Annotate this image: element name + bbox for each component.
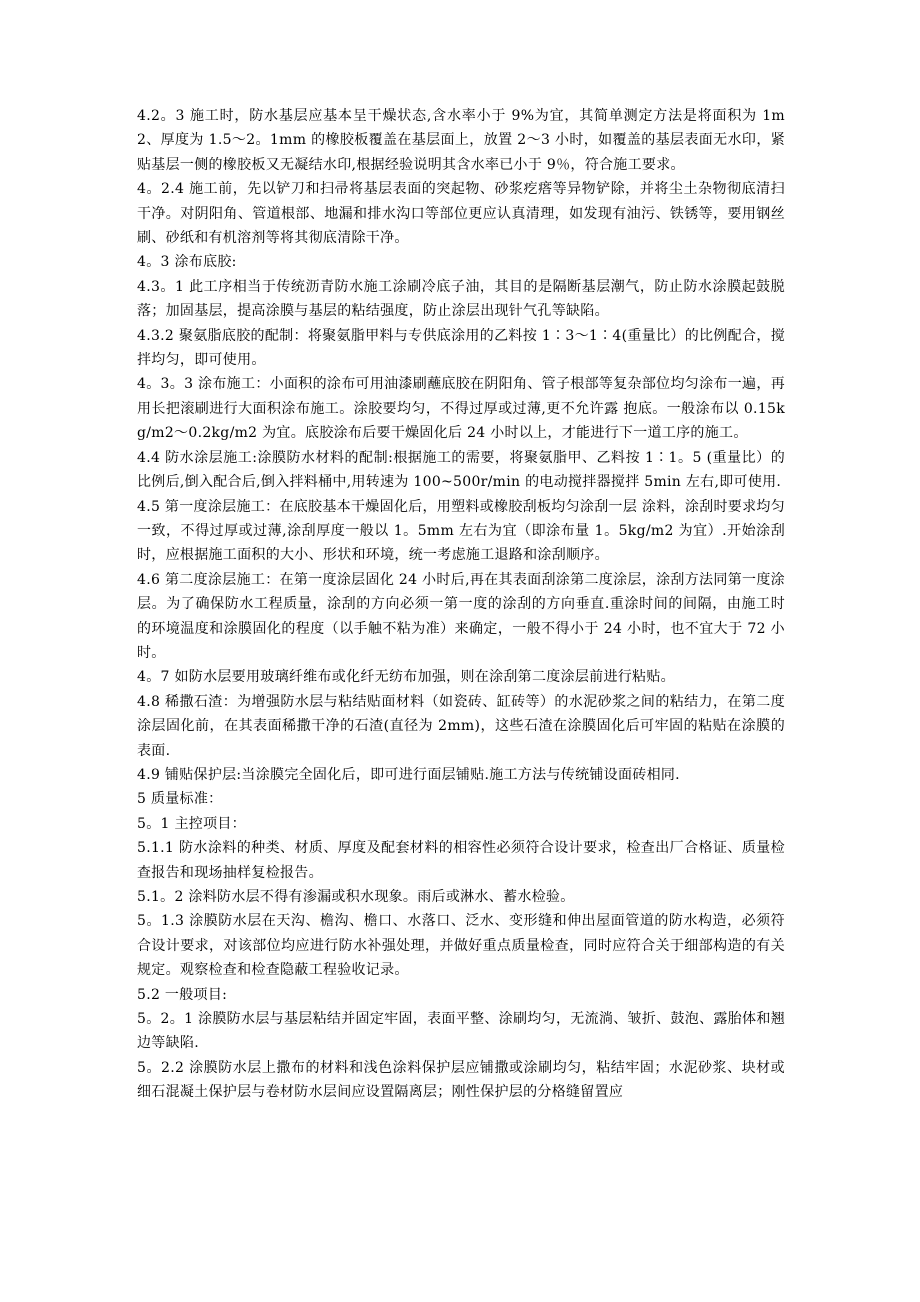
heading-5-2: 5.2 一般项目: [137,986,228,1003]
paragraph-4-3-1: 4.3。1 此工序相当于传统沥青防水施工涂刷冷底子油，其目的是隔断基层潮气，防止防水涂膜起鼓脱落；加固基层，提高涂膜与基层的粘结强度，防止涂层出现针气孔等缺陷。 [137,278,785,320]
paragraph-4-9: 4.9 铺贴保护层:当涂膜完全固化后，即可进行面层铺贴.施工方法与传统铺设面砖相同. [137,766,680,783]
heading-5: 5 质量标准： [137,791,223,808]
paragraph-5-1-1: 5.1.1 防水涂料的种类、材质、厚度及配套材料的相容性必须符合设计要求，检查出厂合格证、质量检查报告和现场抽样复检报告。 [137,840,785,881]
paragraph-4-6: 4.6 第二度涂层施工：在第一度涂层固化 24 小时后,再在其表面刮涂第二度涂层，涂刮方法同第一度涂层。为了确保防水工程质量，涂刮的方向必须一第一度的涂刮的方向垂直.重涂时间的间隔，由施工时的环境温度和涂膜固化的程度（以手触不粘为准）来确定，一般不得小于 24 小时，也不宜大于 72 小时。 [137,571,785,661]
paragraph-4-8: 4.8 稀撒石渣：为增强防水层与粘结贴面材料（如瓷砖、缸砖等）的水泥砂浆之间的粘结力，在第二度涂层固化前，在其表面稀撒干净的石渣(直径为 2mm)，这些石渣在涂膜固化后可牢固的粘贴在涂膜的表面. [137,693,785,759]
paragraph-4-3-2: 4.3.2 聚氨脂底胶的配制：将聚氨脂甲料与专供底涂用的乙料按 1∶3～1∶4(重量比）的比例配合，搅拌均匀，即可使用。 [137,327,785,369]
heading-5-1: 5。1 主控项目： [137,815,246,832]
paragraph-4-2-4: 4。2.4 施工前，先以铲刀和扫帚将基层表面的突起物、砂浆疙瘩等异物铲除，并将尘土杂物彻底清扫干净。对阴阳角、管道根部、地漏和排水沟口等部位更应认真清理，如发现有油污、铁锈等，要用钢丝刷、砂纸和有机溶剂等将其彻底清除干净。 [137,181,785,247]
paragraph-5-1-2: 5.1。2 涂料防水层不得有渗漏或积水现象。雨后或淋水、蓄水检验。 [137,889,575,905]
document-body [137,104,785,1105]
paragraph-5-2-1: 5。2。1 涂膜防水层与基层粘结并固定牢固，表面平整、涂刷均匀，无流淌、皱折、鼓泡、露胎体和翘边等缺陷. [137,1011,785,1052]
paragraph-4-3-3: 4。3。3 涂布施工：小面积的涂布可用油漆刷蘸底胶在阴阳角、管子根部等复杂部位均匀涂布一遍，再用长把滚刷进行大面积涂布施工。涂胶要均匀，不得过厚或过薄,更不允许露 抱底。一般涂布以 0.15kg/m2～0.2kg/m2 为宜。底胶涂布后要干燥固化后 24 小时以上，才能进行下一道工序的施工。 [137,376,785,442]
paragraph-4-2-3: 4.2。3 施工时，防水基层应基本呈干燥状态,含水率小于 9%为宜，其简单测定方法是将面积为 1m2、厚度为 1.5～2。1mm 的橡胶板覆盖在基层面上，放置 2～3 小时，如覆盖的基层表面无水印，紧贴基层一侧的橡胶板又无凝结水印,根据经验说明其含水率已小于 9％，符合施工要求。 [137,108,785,173]
paragraph-4-4: 4.4 防水涂层施工:涂膜防水材料的配制:根据施工的需要，将聚氨脂甲、乙料按 1∶1。5 (重量比）的比例后,倒入配合后,倒入拌料桶中,用转速为 100~500r/min 的电动搅拌器搅拌 5min 左右,即可使用. [137,449,785,491]
paragraph-4-5: 4.5 第一度涂层施工：在底胶基本干燥固化后，用塑料或橡胶刮板均匀涂刮一层 涂料，涂刮时要求均匀一致，不得过厚或过薄,涂刮厚度一般以 1。5mm 左右为宜（即涂布量 1。5kg/m2 为宜）.开始涂刮时，应根据施工面积的大小、形状和环境，统一考虑施工退路和涂刮顺序。 [137,498,785,564]
heading-4-3: 4。3 涂布底胶: [137,254,237,271]
paragraph-5-2-2: 5。2.2 涂膜防水层上撒布的材料和浅色涂料保护层应铺撒或涂刷均匀，粘结牢固；水泥砂浆、块材或细石混凝土保护层与卷材防水层间应设置隔离层；刚性保护层的分格缝留置应 [137,1059,785,1101]
paragraph-4-7: 4。7 如防水层要用玻璃纤维布或化纤无纺布加强，则在涂刮第二度涂层前进行粘贴。 [137,669,675,686]
paragraph-5-1-3: 5。1.3 涂膜防水层在天沟、檐沟、檐口、水落口、泛水、变形缝和伸出屋面管道的防水构造，必须符合设计要求，对该部位均应进行防水补强处理，并做好重点质量检查，同时应符合关于细部构造的有关规定。观察检查和检查隐蔽工程验收记录。 [137,913,785,979]
